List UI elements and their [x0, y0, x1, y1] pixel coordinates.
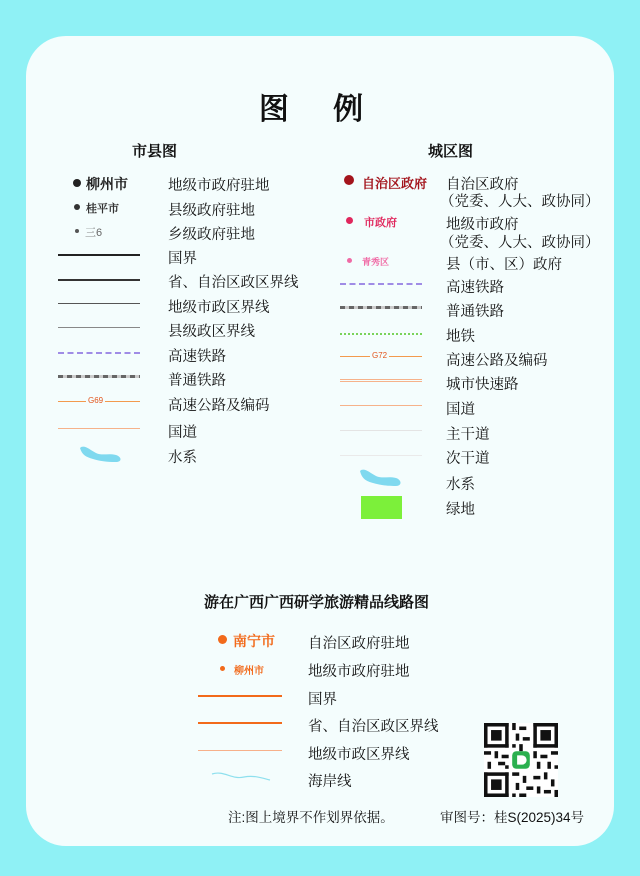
county-symbol-prefecture: 柳州市	[86, 176, 128, 192]
urban-label-highspeed-rail: 高速铁路	[446, 280, 504, 296]
county-county-border-line	[58, 327, 140, 328]
county-label-province-border: 省、自治区政区界线	[168, 275, 299, 291]
urban-label-expressway: 高速公路及编码	[446, 353, 548, 369]
map-disclaimer: 注:图上境界不作划界依据。	[228, 810, 394, 825]
urban-label-railway: 普通铁路	[446, 304, 504, 320]
county-national-road-line	[58, 428, 140, 429]
urban-label-secondary-road: 次干道	[446, 451, 490, 467]
county-prefecture-border-line	[58, 303, 140, 304]
city-gov-dot-icon	[346, 217, 353, 224]
urban-city-expressway-line	[340, 379, 422, 382]
county-label-national-road: 国道	[168, 425, 197, 441]
qr-code-icon[interactable]	[484, 723, 558, 797]
county-expressway-code: G69	[88, 396, 104, 405]
route-map-heading: 游在广西广西研学旅游精品线路图	[204, 594, 430, 611]
county-label-railway: 普通铁路	[168, 373, 226, 389]
county-label-county: 县级政府驻地	[168, 203, 255, 219]
route-label-capital: 自治区政府驻地	[308, 636, 410, 652]
county-label-expressway: 高速公路及编码	[168, 398, 270, 414]
route-label-prefecture-border: 地级市政区界线	[308, 747, 410, 763]
urban-water-icon	[358, 467, 404, 489]
urban-railway-line	[340, 306, 422, 309]
urban-metro-line	[340, 333, 422, 335]
township-dot-icon	[75, 229, 79, 233]
route-label-coastline: 海岸线	[308, 774, 352, 790]
urban-national-road-line	[340, 405, 422, 406]
route-symbol-capital: 南宁市	[233, 633, 275, 649]
map-approval-number: 审图号：桂S(2025)34号	[440, 810, 585, 825]
urban-symbol-district-gov: 青秀区	[362, 257, 390, 267]
county-province-border-line	[58, 279, 140, 281]
route-symbol-city: 柳州市	[234, 666, 264, 677]
route-national-border-line	[198, 695, 282, 697]
county-label-national-border: 国界	[168, 251, 197, 267]
county-city-dot-icon	[74, 204, 80, 210]
county-label-county-border: 县级政区界线	[168, 324, 255, 340]
route-province-border-line	[198, 722, 282, 724]
district-gov-dot-icon	[347, 258, 352, 263]
urban-label-city-gov: 地级市政府	[446, 217, 519, 233]
urban-green-space-swatch	[361, 496, 402, 519]
county-highspeed-rail-line	[58, 352, 140, 354]
county-national-border-line	[58, 254, 140, 256]
urban-label-autonomous-gov-note: （党委、人大、政协同）	[440, 194, 600, 210]
county-label-township: 乡级政府驻地	[168, 227, 255, 243]
urban-label-national-road: 国道	[446, 402, 475, 418]
route-city-dot-icon	[220, 666, 225, 671]
county-label-water: 水系	[168, 450, 197, 466]
prefecture-city-dot-icon	[73, 179, 81, 187]
route-label-province-border: 省、自治区政区界线	[308, 719, 439, 735]
page-title: 图 例	[258, 93, 382, 126]
route-label-national-border: 国界	[308, 692, 337, 708]
route-prefecture-border-line	[198, 750, 282, 751]
urban-main-road-line	[340, 430, 422, 431]
county-water-icon	[78, 444, 124, 464]
urban-label-green-space: 绿地	[446, 502, 475, 518]
county-railway-line	[58, 375, 140, 378]
county-label-prefecture-border: 地级市政区界线	[168, 300, 270, 316]
urban-expressway-code: G72	[372, 351, 388, 360]
urban-label-main-road: 主干道	[446, 427, 490, 443]
county-label-prefecture: 地级市政府驻地	[168, 178, 270, 194]
urban-symbol-autonomous-gov: 自治区政府	[362, 176, 428, 191]
county-symbol-township: 三6	[85, 227, 103, 239]
urban-secondary-road-line	[340, 455, 422, 456]
county-map-heading: 市县图	[132, 143, 178, 160]
autonomous-gov-dot-icon	[344, 175, 354, 185]
urban-label-autonomous-gov: 自治区政府	[446, 177, 519, 193]
county-label-highspeed-rail: 高速铁路	[168, 349, 226, 365]
urban-label-district-gov: 县（市、区）政府	[446, 257, 562, 273]
route-coastline-icon	[210, 770, 272, 782]
urban-symbol-city-gov: 市政府	[364, 217, 397, 229]
route-capital-dot-icon	[218, 635, 227, 644]
urban-label-metro: 地铁	[446, 329, 475, 345]
urban-map-heading: 城区图	[428, 143, 474, 160]
county-symbol-county: 桂平市	[86, 203, 119, 215]
urban-label-city-expressway: 城市快速路	[446, 377, 519, 393]
urban-label-water: 水系	[446, 477, 475, 493]
urban-highspeed-rail-line	[340, 283, 422, 285]
urban-label-city-gov-note: （党委、人大、政协同）	[440, 235, 600, 251]
route-label-city: 地级市政府驻地	[308, 664, 410, 680]
